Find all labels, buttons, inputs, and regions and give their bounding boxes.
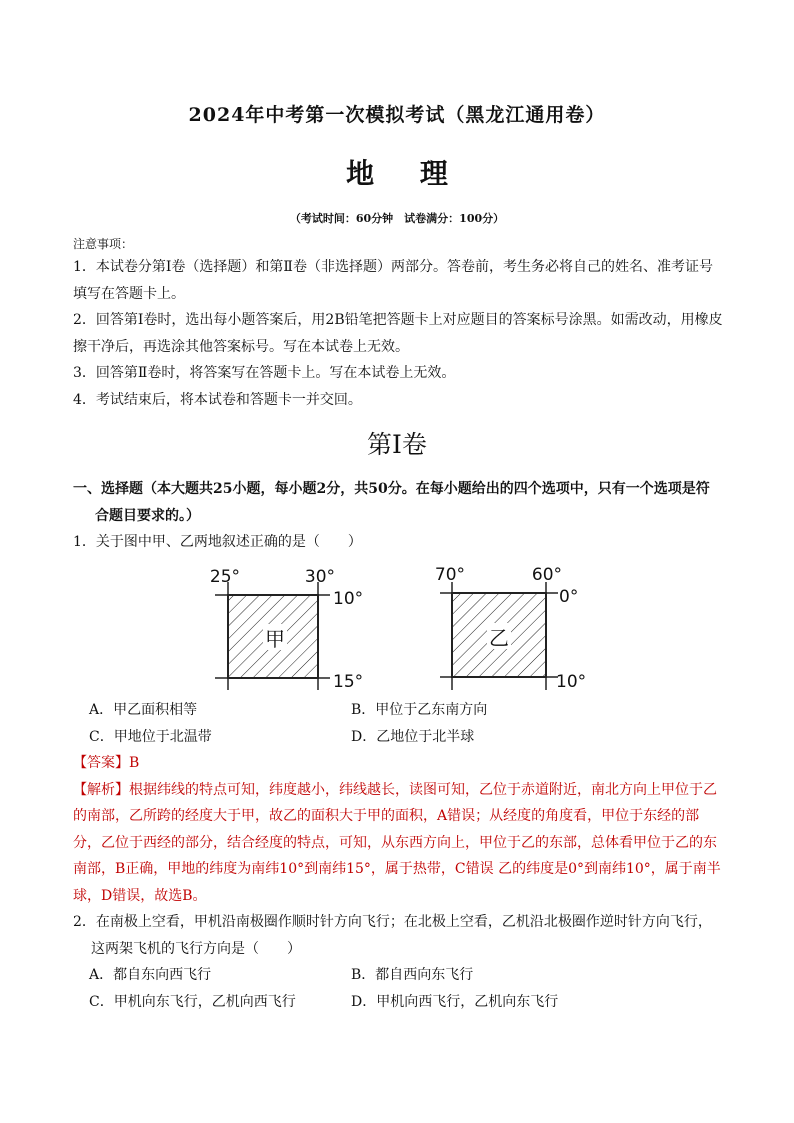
notes-heading: 注意事项： (73, 237, 134, 251)
lat-top-label: 10° (333, 589, 364, 609)
subject-title: 地 理 (346, 157, 466, 190)
part-header (73, 476, 723, 556)
q2-stem: 2．在南极上空看，甲机沿南极圈作顺时针方向飞行；在北极上空看，乙机沿北极圈作逆时针方向飞行，这两架飞机的飞行方向是（ ） (73, 914, 712, 957)
lat-bottom-label: 10° (556, 672, 587, 692)
q1-answer (73, 750, 723, 777)
diagram-a (205, 560, 365, 695)
lat-top-label: 0° (559, 587, 579, 607)
q2-option-c: C．甲机向东飞行，乙机向西飞行 (89, 993, 296, 1010)
q2-option-d: D．甲机向西飞行，乙机向东飞行 (351, 993, 559, 1010)
lon-left-label: 25° (209, 567, 241, 587)
q1-option-d: D．乙地位于北半球 (351, 728, 475, 745)
analysis-label: 【解析】 (73, 781, 129, 798)
q2-options-row (73, 989, 723, 1016)
q1-option-c: C．甲地位于北温带 (89, 728, 212, 745)
section-title: 第Ⅰ卷 (367, 430, 427, 459)
q1-body (73, 697, 723, 1015)
q1-analysis (73, 777, 723, 910)
exam-info: （考试时间：60分钟 试卷满分：100分） (289, 212, 505, 225)
q1-option-a: A．甲乙面积相等 (89, 702, 198, 718)
part-label: 一、选择题 (73, 481, 143, 497)
part-description: （本大题共25小题，每小题2分，共50分。在每小题给出的四个选项中，只有一个选项是符合题目要求的。） (95, 481, 710, 524)
note-item: 3．回答第Ⅱ卷时，将答案写在答题卡上。写在本试卷上无效。 (73, 365, 456, 381)
note-item: 1．本试卷分第Ⅰ卷（选择题）和第Ⅱ卷（非选择题）两部分。答卷前，考生务必将自己的姓名、准考证号填写在答题卡上。 (73, 259, 713, 302)
part-instructions (73, 476, 723, 529)
diagram-b (430, 560, 595, 695)
q1-options-row (73, 697, 723, 724)
q2-option-b: B．都自西向东飞行 (351, 967, 474, 983)
region-a-label: 甲 (265, 627, 285, 651)
answer-value: B (129, 755, 140, 771)
note-item: 4．考试结束后，将本试卷和答题卡一并交回。 (73, 391, 362, 408)
lon-left-label: 70° (434, 565, 466, 585)
q1-option-b: B．甲位于乙东南方向 (351, 702, 488, 718)
region-b-label: 乙 (489, 626, 509, 650)
q2-option-a: A．都自东向西飞行 (89, 967, 212, 983)
notes-section (73, 234, 723, 413)
lon-right-label: 60° (531, 565, 563, 585)
q2-options-row (73, 962, 723, 989)
lon-right-label: 30° (304, 567, 336, 587)
q1-options-row (73, 724, 723, 751)
analysis-text: 根据纬线的特点可知，纬度越小，纬线越长，读图可知，乙位于赤道附近，南北方向上甲位于乙的南部，乙所跨的经度大于甲，故乙的面积大于甲的面积，A错误；从经度的角度看，甲位于东经的部分，乙位于西经的部分，结合经度的特点，可知，从东西方向上，甲位于乙的东部，总体看甲位于乙的东南部，B正确，甲地的纬度为南纬10°到南纬15°，属于热带，C错误 乙的纬度是0°到南纬10°，属于南半球，D错误，故选B。 (73, 781, 721, 904)
page-title: 2024年中考第一次模拟考试（黑龙江通用卷） (188, 104, 606, 126)
answer-label: 【答案】 (73, 755, 129, 771)
lat-bottom-label: 15° (333, 672, 364, 692)
note-item: 2．回答第Ⅰ卷时，选出每小题答案后，用2B铅笔把答题卡上对应题目的答案标号涂黑。如需改动，用橡皮擦干净后，再选涂其他答案标号。写在本试卷上无效。 (73, 312, 723, 355)
q1-stem: 1．关于图中甲、乙两地叙述正确的是（ ） (73, 534, 362, 550)
